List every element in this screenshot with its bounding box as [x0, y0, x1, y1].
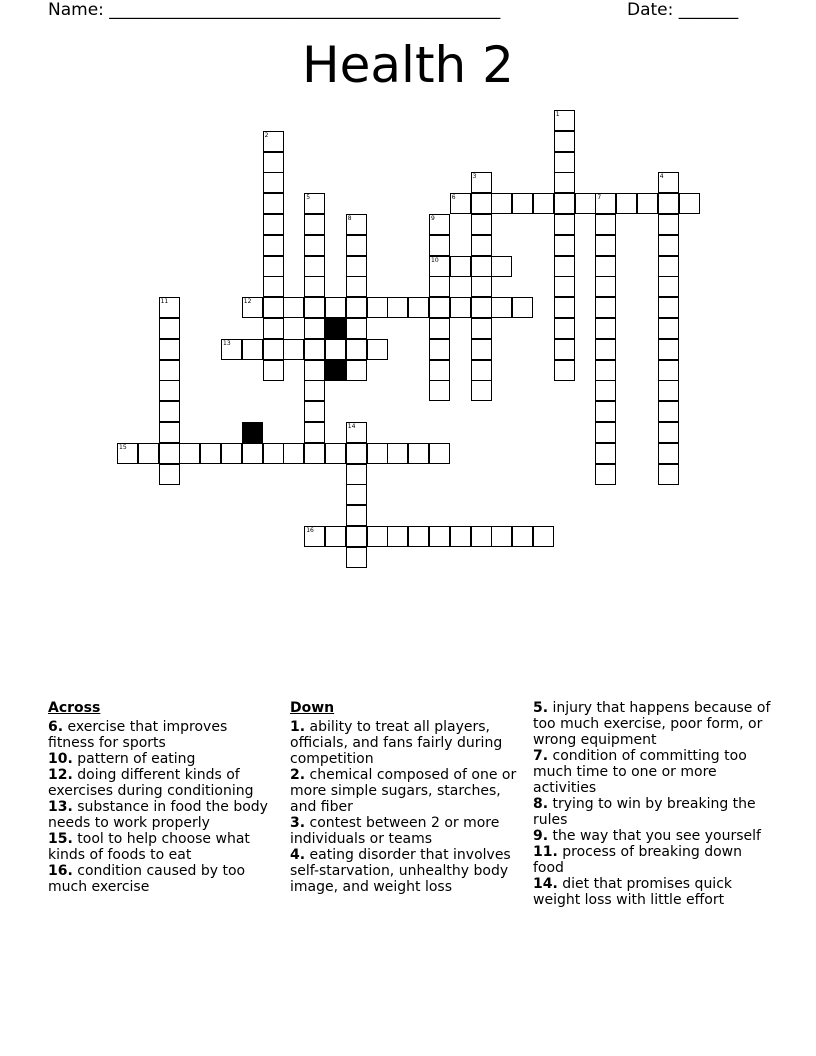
- crossword-cell[interactable]: [471, 214, 492, 235]
- crossword-cell[interactable]: [346, 360, 367, 381]
- crossword-cell[interactable]: [346, 526, 367, 547]
- crossword-cell[interactable]: [429, 214, 450, 235]
- clue-number-label: 9.: [533, 828, 549, 844]
- across-heading: Across: [48, 700, 101, 716]
- clue-number: 7: [597, 194, 602, 202]
- clue-number-label: 5.: [533, 700, 549, 716]
- clue-text: the way that you see yourself: [548, 828, 761, 844]
- date-field-label: Date: _______: [627, 0, 739, 20]
- crossword-cell[interactable]: [387, 443, 408, 464]
- crossword-cell[interactable]: [554, 297, 575, 318]
- crossword-cell[interactable]: [304, 318, 325, 339]
- clue-item: [533, 828, 773, 844]
- crossword-cell[interactable]: [325, 526, 346, 547]
- crossword-cell[interactable]: [304, 360, 325, 381]
- crossword-cell[interactable]: [512, 193, 533, 214]
- crossword-cell[interactable]: [346, 464, 367, 485]
- crossword-cell[interactable]: [304, 297, 325, 318]
- crossword-cell[interactable]: [263, 172, 284, 193]
- crossword-cell[interactable]: [117, 443, 138, 464]
- clue-number: 13: [223, 339, 231, 347]
- crossword-cell[interactable]: [263, 360, 284, 381]
- clue-item: [533, 876, 773, 908]
- crossword-cell[interactable]: [429, 526, 450, 547]
- crossword-cell[interactable]: [554, 152, 575, 173]
- crossword-cell[interactable]: [595, 443, 616, 464]
- crossword-cell[interactable]: [304, 235, 325, 256]
- crossword-cell[interactable]: [221, 339, 242, 360]
- clue-text: exercise that improves fitness for sports: [48, 719, 228, 751]
- clue-number: 4: [659, 173, 664, 181]
- clue-number: 9: [431, 215, 435, 222]
- crossword-cell[interactable]: [554, 193, 575, 214]
- crossword-cell[interactable]: [471, 360, 492, 381]
- crossword-cell[interactable]: [471, 256, 492, 277]
- crossword-cell[interactable]: [512, 526, 533, 547]
- crossword-cell[interactable]: [346, 505, 367, 526]
- black-cell: [325, 318, 346, 339]
- clue-number-label: 4.: [290, 847, 306, 863]
- crossword-cell[interactable]: [304, 422, 325, 443]
- crossword-cell[interactable]: [658, 235, 679, 256]
- clue-text: substance in food the body needs to work properly: [48, 799, 268, 831]
- clue-item: [48, 719, 278, 751]
- crossword-cell[interactable]: [429, 380, 450, 401]
- crossword-cell[interactable]: [325, 339, 346, 360]
- crossword-cell[interactable]: [658, 380, 679, 401]
- crossword-cell[interactable]: [263, 443, 284, 464]
- crossword-cell[interactable]: [387, 297, 408, 318]
- crossword-cell[interactable]: [512, 297, 533, 318]
- crossword-cell[interactable]: [263, 193, 284, 214]
- crossword-cell[interactable]: [471, 193, 492, 214]
- crossword-cell[interactable]: [658, 297, 679, 318]
- clue-number: 10: [431, 256, 439, 264]
- crossword-cell[interactable]: [554, 214, 575, 235]
- crossword-cell[interactable]: [471, 276, 492, 297]
- crossword-cell[interactable]: [159, 401, 180, 422]
- crossword-cell[interactable]: [429, 318, 450, 339]
- clue-text: condition of committing too much time to one or more activities: [533, 748, 747, 796]
- crossword-cell[interactable]: [429, 297, 450, 318]
- clue-number: 8: [347, 215, 352, 222]
- crossword-cell[interactable]: [637, 193, 658, 214]
- crossword-cell[interactable]: [346, 235, 367, 256]
- crossword-cell[interactable]: [138, 443, 159, 464]
- crossword-cell[interactable]: [595, 360, 616, 381]
- clue-item: [533, 844, 773, 876]
- crossword-cell[interactable]: [429, 276, 450, 297]
- crossword-cell[interactable]: [554, 235, 575, 256]
- crossword-cell[interactable]: [429, 235, 450, 256]
- crossword-cell[interactable]: [367, 297, 388, 318]
- crossword-cell[interactable]: [304, 339, 325, 360]
- crossword-cell[interactable]: [554, 110, 575, 131]
- clue-text: condition caused by too much exercise: [48, 863, 246, 895]
- clue-text: trying to win by breaking the rules: [533, 796, 756, 828]
- crossword-cell[interactable]: [408, 443, 429, 464]
- crossword-cell[interactable]: [658, 464, 679, 485]
- crossword-cell[interactable]: [263, 297, 284, 318]
- crossword-cell[interactable]: [595, 339, 616, 360]
- clue-number-label: 14.: [533, 876, 558, 892]
- crossword-cell[interactable]: [595, 193, 616, 214]
- crossword-cell[interactable]: [450, 256, 471, 277]
- crossword-cell[interactable]: [429, 339, 450, 360]
- crossword-cell[interactable]: [263, 339, 284, 360]
- crossword-cell[interactable]: [471, 172, 492, 193]
- crossword-cell[interactable]: [658, 401, 679, 422]
- crossword-cell[interactable]: [408, 526, 429, 547]
- crossword-cell[interactable]: [616, 193, 637, 214]
- clue-number-label: 15.: [48, 831, 73, 847]
- crossword-cell[interactable]: [346, 256, 367, 277]
- crossword-cell[interactable]: [450, 297, 471, 318]
- clue-number-label: 2.: [290, 767, 306, 783]
- crossword-cell[interactable]: [595, 214, 616, 235]
- clue-item: [533, 748, 773, 796]
- crossword-cell[interactable]: [491, 297, 512, 318]
- crossword-cell[interactable]: [471, 380, 492, 401]
- crossword-cell[interactable]: [658, 256, 679, 277]
- clue-number: 12: [243, 298, 252, 306]
- clue-number-label: 8.: [533, 796, 549, 812]
- crossword-cell[interactable]: [595, 276, 616, 297]
- black-cell: [325, 360, 346, 381]
- crossword-cell[interactable]: [159, 422, 180, 443]
- crossword-cell[interactable]: [304, 256, 325, 277]
- crossword-cell[interactable]: [554, 172, 575, 193]
- clue-number-label: 6.: [48, 719, 64, 735]
- crossword-cell[interactable]: [658, 276, 679, 297]
- clue-text: pattern of eating: [72, 751, 196, 767]
- crossword-cell[interactable]: [221, 443, 242, 464]
- crossword-cell[interactable]: [263, 214, 284, 235]
- clue-number: 2: [264, 131, 269, 139]
- crossword-cell[interactable]: [658, 339, 679, 360]
- crossword-cell[interactable]: [304, 193, 325, 214]
- crossword-cell[interactable]: [450, 193, 471, 214]
- crossword-cell[interactable]: [159, 339, 180, 360]
- crossword-cell[interactable]: [471, 318, 492, 339]
- crossword-cell[interactable]: [263, 235, 284, 256]
- clue-item: [290, 767, 522, 815]
- crossword-cell[interactable]: [595, 380, 616, 401]
- crossword-cell[interactable]: [429, 360, 450, 381]
- clue-number-label: 13.: [48, 799, 73, 815]
- clue-text: contest between 2 or more individuals or teams: [290, 815, 500, 847]
- crossword-cell[interactable]: [159, 297, 180, 318]
- crossword-cell[interactable]: [554, 360, 575, 381]
- down-clues: [290, 700, 522, 895]
- crossword-cell[interactable]: [491, 526, 512, 547]
- clue-item: [290, 719, 522, 767]
- crossword-cell[interactable]: [346, 484, 367, 505]
- crossword-cell[interactable]: [304, 443, 325, 464]
- clue-item: [48, 863, 278, 895]
- across-clues: [48, 700, 278, 895]
- clue-text: ability to treat all players, officials, and fans fairly during competition: [290, 719, 503, 767]
- clue-text: doing different kinds of exercises during conditioning: [48, 767, 254, 799]
- crossword-cell[interactable]: [554, 318, 575, 339]
- crossword-cell[interactable]: [346, 339, 367, 360]
- crossword-cell[interactable]: [346, 547, 367, 568]
- clue-number-label: 7.: [533, 748, 549, 764]
- clue-item: [290, 847, 522, 895]
- crossword-cell[interactable]: [595, 464, 616, 485]
- clue-number-label: 3.: [290, 815, 306, 831]
- crossword-cell[interactable]: [346, 318, 367, 339]
- crossword-cell[interactable]: [242, 297, 263, 318]
- crossword-cell[interactable]: [595, 235, 616, 256]
- clue-text: process of breaking down food: [533, 844, 742, 876]
- crossword-cell[interactable]: [679, 193, 700, 214]
- clue-item: [48, 831, 278, 863]
- crossword-cell[interactable]: [658, 422, 679, 443]
- page-title: Health 2: [302, 36, 514, 94]
- crossword-cell[interactable]: [325, 297, 346, 318]
- clue-number: 11: [160, 298, 169, 306]
- clue-number: 6: [451, 194, 456, 202]
- crossword-cell[interactable]: [554, 256, 575, 277]
- crossword-cell[interactable]: [346, 422, 367, 443]
- crossword-cell[interactable]: [554, 276, 575, 297]
- clue-number-label: 1.: [290, 719, 306, 735]
- crossword-cell[interactable]: [263, 318, 284, 339]
- crossword-cell[interactable]: [304, 214, 325, 235]
- crossword-cell[interactable]: [263, 256, 284, 277]
- clue-number: 3: [472, 173, 477, 181]
- crossword-cell[interactable]: [263, 152, 284, 173]
- crossword-cell[interactable]: [450, 526, 471, 547]
- crossword-cell[interactable]: [658, 214, 679, 235]
- crossword-cell[interactable]: [595, 318, 616, 339]
- crossword-cell[interactable]: [658, 443, 679, 464]
- crossword-cell[interactable]: [346, 443, 367, 464]
- crossword-cell[interactable]: [533, 193, 554, 214]
- crossword-cell[interactable]: [658, 318, 679, 339]
- crossword-cell[interactable]: [471, 526, 492, 547]
- crossword-cell[interactable]: [242, 339, 263, 360]
- clue-number-label: 11.: [533, 844, 558, 860]
- crossword-cell[interactable]: [595, 422, 616, 443]
- crossword-cell[interactable]: [658, 172, 679, 193]
- crossword-cell[interactable]: [429, 256, 450, 277]
- crossword-cell[interactable]: [471, 297, 492, 318]
- clue-item: [290, 815, 522, 847]
- black-cell: [242, 422, 263, 443]
- clue-text: injury that happens because of too much exercise, poor form, or wrong equipment: [533, 700, 771, 748]
- crossword-cell[interactable]: [304, 380, 325, 401]
- clue-number-label: 16.: [48, 863, 73, 879]
- crossword-cell[interactable]: [595, 401, 616, 422]
- crossword-cell[interactable]: [304, 401, 325, 422]
- crossword-cell[interactable]: [367, 526, 388, 547]
- crossword-cell[interactable]: [263, 276, 284, 297]
- down-heading: Down: [290, 700, 335, 716]
- crossword-cell[interactable]: [283, 297, 304, 318]
- crossword-cell[interactable]: [283, 339, 304, 360]
- crossword-cell[interactable]: [367, 339, 388, 360]
- crossword-cell[interactable]: [367, 443, 388, 464]
- crossword-cell[interactable]: [595, 297, 616, 318]
- crossword-cell[interactable]: [263, 131, 284, 152]
- crossword-cell[interactable]: [159, 360, 180, 381]
- name-field-label: Name: ______________________________________________: [48, 0, 501, 20]
- clue-number: 1: [555, 111, 560, 118]
- clue-text: eating disorder that involves self-starvation, unhealthy body image, and weight loss: [290, 847, 511, 895]
- crossword-cell[interactable]: [533, 526, 554, 547]
- crossword-cell[interactable]: [491, 193, 512, 214]
- crossword-cell[interactable]: [179, 443, 200, 464]
- crossword-cell[interactable]: [304, 526, 325, 547]
- crossword-cell[interactable]: [554, 339, 575, 360]
- crossword-cell[interactable]: [658, 360, 679, 381]
- crossword-cell[interactable]: [408, 297, 429, 318]
- clue-item: [48, 751, 278, 767]
- crossword-cell[interactable]: [200, 443, 221, 464]
- crossword-cell[interactable]: [346, 276, 367, 297]
- crossword-cell[interactable]: [346, 214, 367, 235]
- crossword-cell[interactable]: [429, 443, 450, 464]
- crossword-cell[interactable]: [159, 380, 180, 401]
- crossword-cell[interactable]: [471, 339, 492, 360]
- crossword-cell[interactable]: [491, 256, 512, 277]
- crossword-cell[interactable]: [554, 131, 575, 152]
- clue-item: [533, 796, 773, 828]
- clue-number: 14: [347, 423, 356, 430]
- clue-number: 16: [306, 527, 314, 534]
- crossword-cell[interactable]: [471, 235, 492, 256]
- crossword-cell[interactable]: [595, 256, 616, 277]
- clue-number: 15: [119, 443, 127, 451]
- crossword-cell[interactable]: [283, 443, 304, 464]
- crossword-cell[interactable]: [325, 443, 346, 464]
- clue-text: chemical composed of one or more simple sugars, starches, and fiber: [290, 767, 517, 815]
- crossword-cell[interactable]: [387, 526, 408, 547]
- clue-text: diet that promises quick weight loss with little effort: [533, 876, 733, 908]
- clue-item: [533, 700, 773, 748]
- crossword-cell[interactable]: [658, 193, 679, 214]
- crossword-cell[interactable]: [159, 318, 180, 339]
- crossword-cell[interactable]: [304, 276, 325, 297]
- crossword-cell[interactable]: [346, 297, 367, 318]
- clue-number-label: 12.: [48, 767, 73, 783]
- clue-item: [48, 799, 278, 831]
- crossword-cell[interactable]: [159, 443, 180, 464]
- clue-item: [48, 767, 278, 799]
- down-clues-continued: [533, 700, 773, 908]
- crossword-cell[interactable]: [242, 443, 263, 464]
- clue-number: 5: [306, 194, 311, 202]
- clue-number-label: 10.: [48, 751, 73, 767]
- clue-text: tool to help choose what kinds of foods to eat: [48, 831, 250, 863]
- crossword-cell[interactable]: [575, 193, 596, 214]
- crossword-cell[interactable]: [159, 464, 180, 485]
